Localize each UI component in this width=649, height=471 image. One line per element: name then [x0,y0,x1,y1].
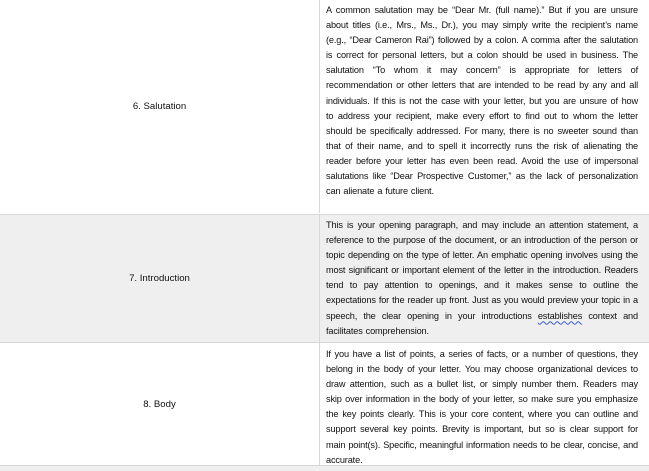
row-description-introduction [326,218,638,339]
table-row-salutation [0,0,649,213]
introduction-text-part-2: context and facilitates comprehension. [326,310,638,336]
row-label-introduction: 7. Introduction [0,215,320,342]
row-label-salutation: 6. Salutation [0,0,320,213]
table-row-body [0,342,649,466]
spellcheck-flagged-word[interactable]: establishes [537,310,583,321]
row-description-body: If you have a list of points, a series of facts, or a number of questions, they belong in the body of your letter. You may choose organizational devices to draw attention, such as a bullet list, or simply number them. Readers may skip over information in the body of your letter, so make sure you emphasize the key points clearly. This is your core content, where you can outline and support several key points. Brevity is important, but so is clear support for main point(s). Specific, meaningful information needs to be clear, concise, and accurate. [326,349,638,465]
table-row-introduction [0,214,649,342]
row-description-salutation: A common salutation may be “Dear Mr. (full name).” But if you are unsure about titles (i.e., Mrs., Ms., Dr.), you may simply write the recipient’s name (e.g., “Dear Cameron Rai”) followed by a colon. A comma after the salutation is correct for personal letters, but a colon should be used in business. The salutation “To whom it may concern” is appropriate for letters of recommendation or other letters that are intended to be read by any and all individuals. If this is not the case with your letter, but you are unsure of how to address your recipient, make every effort to find out to whom the letter should be specifically addressed. For many, there is no sweeter sound than that of their name, and to spell it incorrectly runs the risk of alienating the reader before your letter has even been read. Avoid the use of impersonal salutations like “Dear Prospective Customer,” as the lack of personalization can alienate a future client. [326,5,638,197]
introduction-text-part-1: This is your opening paragraph, and may include an attention statement, a reference to the purpose of the document, or an introduction of the person or topic depending on the type of letter. An emphatic opening involves using the most significant or important element of the letter in the introduction. Readers tend to pay attention to openings, and it makes sense to outline the expectations for the reader up front. Just as you would preview your topic in a speech, the clear opening in your introductions [326,220,638,321]
row-label-body: 8. Body [0,343,320,466]
next-row-edge [0,465,649,471]
